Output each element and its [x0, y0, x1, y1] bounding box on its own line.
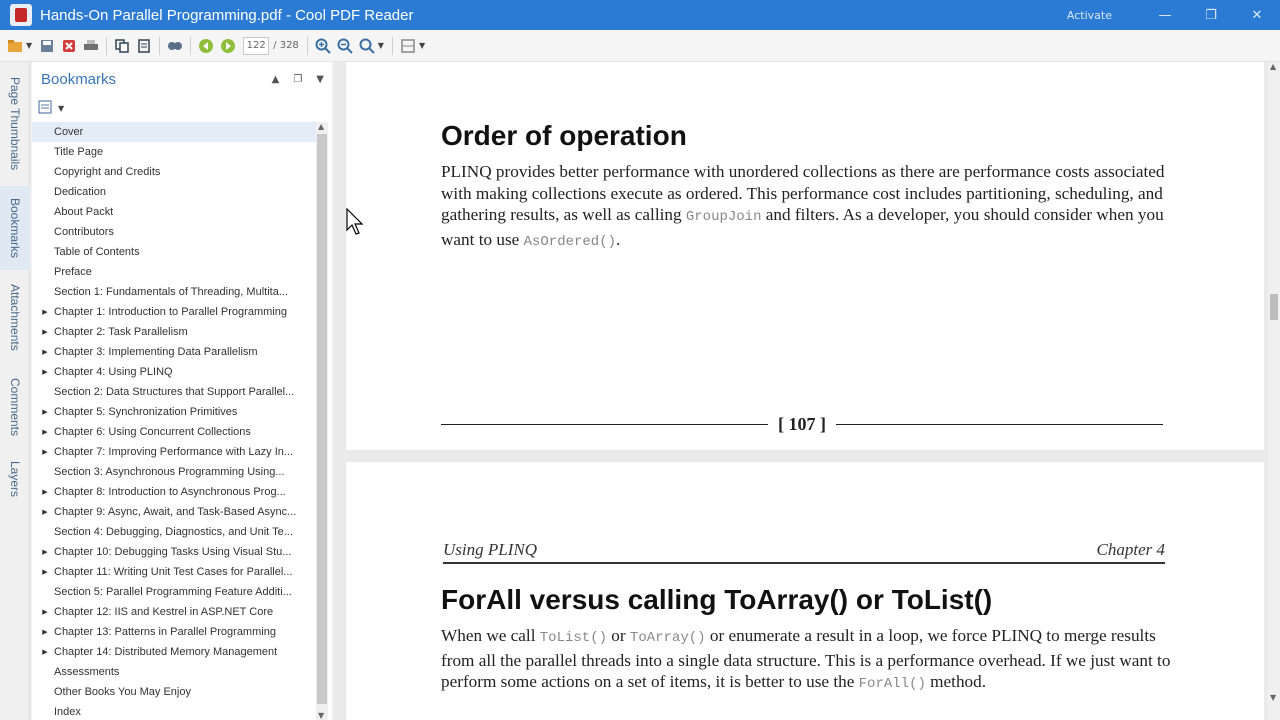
bookmarks-scroll-thumb[interactable] [317, 134, 327, 704]
bookmark-item[interactable] [32, 502, 316, 522]
bookmark-item[interactable] [32, 362, 316, 382]
bookmark-label: Cover [54, 126, 84, 138]
expand-arrow-icon[interactable]: ▶ [42, 509, 48, 516]
bookmark-label: Section 1: Fundamentals of Threading, Multita... [54, 286, 288, 298]
toolbar-separator [106, 37, 107, 55]
bookmark-options-dropdown-icon[interactable]: ▼ [58, 103, 65, 113]
toolbar [0, 30, 1280, 62]
bookmark-label: Chapter 4: Using PLINQ [54, 366, 173, 378]
paragraph-text: method. [925, 672, 987, 692]
bookmark-label: Chapter 6: Using Concurrent Collections [54, 426, 251, 438]
code-span: ToArray() [629, 630, 706, 646]
window-title: Hands-On Parallel Programming.pdf - Cool PDF Reader [40, 6, 414, 24]
bookmark-item[interactable] [32, 582, 316, 602]
expand-arrow-icon[interactable]: ▶ [42, 409, 48, 416]
document-view[interactable] [334, 62, 1268, 720]
close-document-icon[interactable] [59, 36, 79, 56]
bookmark-label: Chapter 5: Synchronization Primitives [54, 406, 238, 418]
expand-arrow-icon[interactable]: ▶ [42, 429, 48, 436]
bookmark-item[interactable] [32, 282, 316, 302]
bookmark-item[interactable] [32, 202, 316, 222]
scroll-down-icon[interactable]: ▼ [1270, 693, 1277, 702]
zoom-dropdown-icon[interactable]: ▼ [377, 41, 384, 50]
code-span: AsOrdered() [523, 234, 617, 251]
running-header [443, 540, 1165, 560]
bookmark-options-icon[interactable] [38, 99, 52, 118]
tab-attachments[interactable] [0, 274, 30, 360]
bookmark-label: Section 2: Data Structures that Support Parallel... [54, 386, 295, 398]
panel-menu-icon[interactable]: ▼ [316, 73, 324, 85]
bookmark-item[interactable] [32, 662, 316, 682]
bookmark-label: Index [54, 706, 81, 718]
pdf-page [346, 62, 1264, 450]
pdf-page [346, 462, 1264, 720]
minimize-button[interactable]: — [1158, 7, 1172, 23]
toolbar-separator [307, 37, 308, 55]
bookmark-label: Chapter 1: Introduction to Parallel Programming [54, 306, 287, 318]
bookmark-item[interactable] [32, 702, 316, 720]
bookmark-label: Chapter 10: Debugging Tasks Using Visual Stu... [54, 546, 292, 558]
bookmark-item[interactable] [32, 622, 316, 642]
bookmarks-header [32, 62, 332, 96]
open-dropdown-icon[interactable]: ▼ [26, 41, 33, 50]
expand-arrow-icon[interactable]: ▶ [42, 349, 48, 356]
toolbar-separator [392, 37, 393, 55]
bookmark-label: Contributors [54, 226, 114, 238]
bookmark-item[interactable] [32, 382, 316, 402]
bookmark-item[interactable] [32, 182, 316, 202]
bookmark-item[interactable] [32, 482, 316, 502]
paragraph [441, 625, 1171, 696]
expand-arrow-icon[interactable]: ▶ [42, 629, 48, 636]
bookmarks-title: Bookmarks [41, 70, 117, 88]
tab-page-thumbnails-label: Page Thumbnails [8, 77, 22, 171]
running-header-right: Chapter 4 [1096, 540, 1165, 559]
bookmark-item[interactable] [32, 302, 316, 322]
document-scroll-thumb[interactable] [1270, 294, 1278, 320]
user-label[interactable]: Activate [1066, 8, 1112, 22]
expand-arrow-icon[interactable]: ▶ [42, 449, 48, 456]
bookmark-label: About Packt [54, 206, 114, 218]
header-rule [443, 562, 1165, 564]
tab-attachments-label: Attachments [8, 283, 22, 351]
bookmark-label: Copyright and Credits [54, 166, 161, 178]
code-span: GroupJoin [685, 209, 762, 226]
bookmarks-toolbar [32, 96, 332, 120]
bookmark-label: Section 3: Asynchronous Programming Using... [54, 466, 285, 478]
bookmark-item[interactable] [32, 602, 316, 622]
previous-page-icon[interactable] [196, 36, 216, 56]
bookmarks-scrollbar[interactable] [316, 122, 328, 720]
print-icon[interactable] [81, 36, 101, 56]
next-page-icon[interactable] [218, 36, 238, 56]
bookmark-item[interactable] [32, 122, 316, 142]
bookmark-item[interactable] [32, 162, 316, 182]
tab-page-thumbnails[interactable] [0, 66, 30, 182]
expand-arrow-icon[interactable]: ▶ [42, 329, 48, 336]
bookmark-item[interactable] [32, 462, 316, 482]
bookmark-item[interactable] [32, 642, 316, 662]
bookmark-label: Section 4: Debugging, Diagnostics, and Unit Te... [54, 526, 293, 538]
bookmark-item[interactable] [32, 442, 316, 462]
bookmark-label: Preface [54, 266, 92, 278]
toolbar-separator [190, 37, 191, 55]
bookmark-label: Table of Contents [54, 246, 140, 258]
code-span: ForAll() [858, 676, 926, 693]
toolbar-separator [159, 37, 160, 55]
paragraph-text: PLINQ provides better performance with unordered collections as there are performance costs associated with making collections execute as ordered. This performance cost includes partitioning, scheduling, and gathering results, as well as calling [441, 162, 1165, 225]
view-mode-dropdown-icon[interactable]: ▼ [418, 41, 426, 50]
bookmark-item[interactable] [32, 522, 316, 542]
zoom-menu-icon[interactable] [357, 36, 377, 56]
paragraph-text: or [607, 626, 630, 645]
running-header-left: Using PLINQ [443, 540, 537, 559]
zoom-out-icon[interactable] [335, 36, 355, 56]
paragraph-text: When we call [441, 626, 540, 645]
tab-comments-label: Comments [8, 377, 22, 436]
bookmark-label: Section 5: Parallel Programming Feature Additi... [54, 586, 292, 598]
scroll-up-icon[interactable]: ▲ [318, 122, 325, 131]
bookmark-item[interactable] [32, 142, 316, 162]
page-total: / 328 [273, 40, 299, 51]
expand-arrow-icon[interactable]: ▶ [42, 569, 48, 576]
bookmarks-panel [32, 62, 332, 720]
page-number-footer [441, 414, 1163, 435]
bookmark-label: Other Books You May Enjoy [54, 686, 191, 698]
paste-icon[interactable] [134, 36, 154, 56]
bookmark-item[interactable] [32, 562, 316, 582]
view-mode-icon[interactable] [398, 36, 418, 56]
bookmark-label: Chapter 8: Introduction to Asynchronous Prog... [54, 486, 286, 498]
restore-button[interactable]: ❐ [1205, 7, 1217, 23]
paragraph [441, 161, 1171, 254]
bookmark-label: Title Page [54, 146, 104, 158]
bookmark-item[interactable] [32, 242, 316, 262]
bookmark-label: Assessments [54, 666, 120, 678]
tab-bookmarks[interactable] [0, 186, 30, 270]
close-button[interactable]: ✕ [1251, 7, 1263, 23]
panel-collapse-icon[interactable]: ▲ [271, 73, 280, 85]
bookmark-label: Chapter 9: Async, Await, and Task-Based Async... [54, 506, 297, 518]
paragraph-text: or enumerate a result in a loop, we force PLINQ to merge results from all the parallel threads into a single data structure. This is a performance overhead. If we just want to perform some actions on a set of items, it is better to use the [441, 626, 1171, 692]
bookmark-item[interactable] [32, 542, 316, 562]
find-icon[interactable] [165, 36, 185, 56]
expand-arrow-icon[interactable]: ▶ [42, 549, 48, 556]
title-bar [0, 0, 1280, 30]
expand-arrow-icon[interactable]: ▶ [42, 649, 48, 656]
mouse-cursor-icon [346, 208, 366, 240]
section-heading: ForAll versus calling ToArray() or ToList() [441, 584, 993, 615]
bookmark-item[interactable] [32, 222, 316, 242]
scroll-up-icon[interactable]: ▲ [1270, 62, 1277, 71]
tab-bookmarks-label: Bookmarks [8, 197, 22, 259]
bookmark-label: Chapter 12: IIS and Kestrel in ASP.NET Core [54, 606, 274, 618]
expand-arrow-icon[interactable]: ▶ [42, 489, 48, 496]
page-number: [ 107 ] [778, 414, 826, 434]
bookmark-item[interactable] [32, 342, 316, 362]
bookmarks-list [32, 122, 316, 720]
side-tab-strip [0, 62, 30, 720]
bookmark-label: Chapter 13: Patterns in Parallel Programming [54, 626, 276, 638]
code-span: ToList() [539, 630, 607, 646]
save-icon[interactable] [37, 36, 57, 56]
scroll-down-icon[interactable]: ▼ [318, 711, 325, 720]
expand-arrow-icon[interactable]: ▶ [42, 309, 48, 316]
footer-rule [836, 424, 1163, 425]
footer-rule [441, 424, 768, 425]
open-folder-icon[interactable] [5, 36, 25, 56]
bookmark-item[interactable] [32, 262, 316, 282]
bookmark-item[interactable] [32, 682, 316, 702]
bookmark-item[interactable] [32, 322, 316, 342]
paragraph-text: and filters. As a developer, you should consider when you want to use [441, 205, 1164, 250]
tab-layers[interactable] [0, 454, 30, 504]
expand-arrow-icon[interactable]: ▶ [42, 369, 48, 376]
bookmark-item[interactable] [32, 402, 316, 422]
bookmark-item[interactable] [32, 422, 316, 442]
bookmark-label: Chapter 11: Writing Unit Test Cases for Parallel... [54, 566, 293, 578]
tab-layers-label: Layers [8, 460, 22, 498]
panel-float-icon[interactable]: ❐ [293, 73, 303, 85]
bookmark-label: Chapter 2: Task Parallelism [54, 326, 188, 338]
page-number-input[interactable]: 122 [243, 37, 269, 55]
bookmark-label: Chapter 3: Implementing Data Parallelism [54, 346, 258, 358]
section-heading: Order of operation [441, 120, 687, 151]
bookmark-label: Chapter 7: Improving Performance with Lazy In... [54, 446, 294, 458]
document-scrollbar[interactable] [1268, 62, 1280, 720]
bookmark-label: Dedication [54, 186, 106, 198]
tab-comments[interactable] [0, 368, 30, 446]
app-icon [10, 4, 32, 26]
copy-icon[interactable] [112, 36, 132, 56]
paragraph-text: . [616, 230, 621, 250]
zoom-in-icon[interactable] [313, 36, 333, 56]
expand-arrow-icon[interactable]: ▶ [42, 609, 48, 616]
bookmark-label: Chapter 14: Distributed Memory Management [54, 646, 278, 658]
